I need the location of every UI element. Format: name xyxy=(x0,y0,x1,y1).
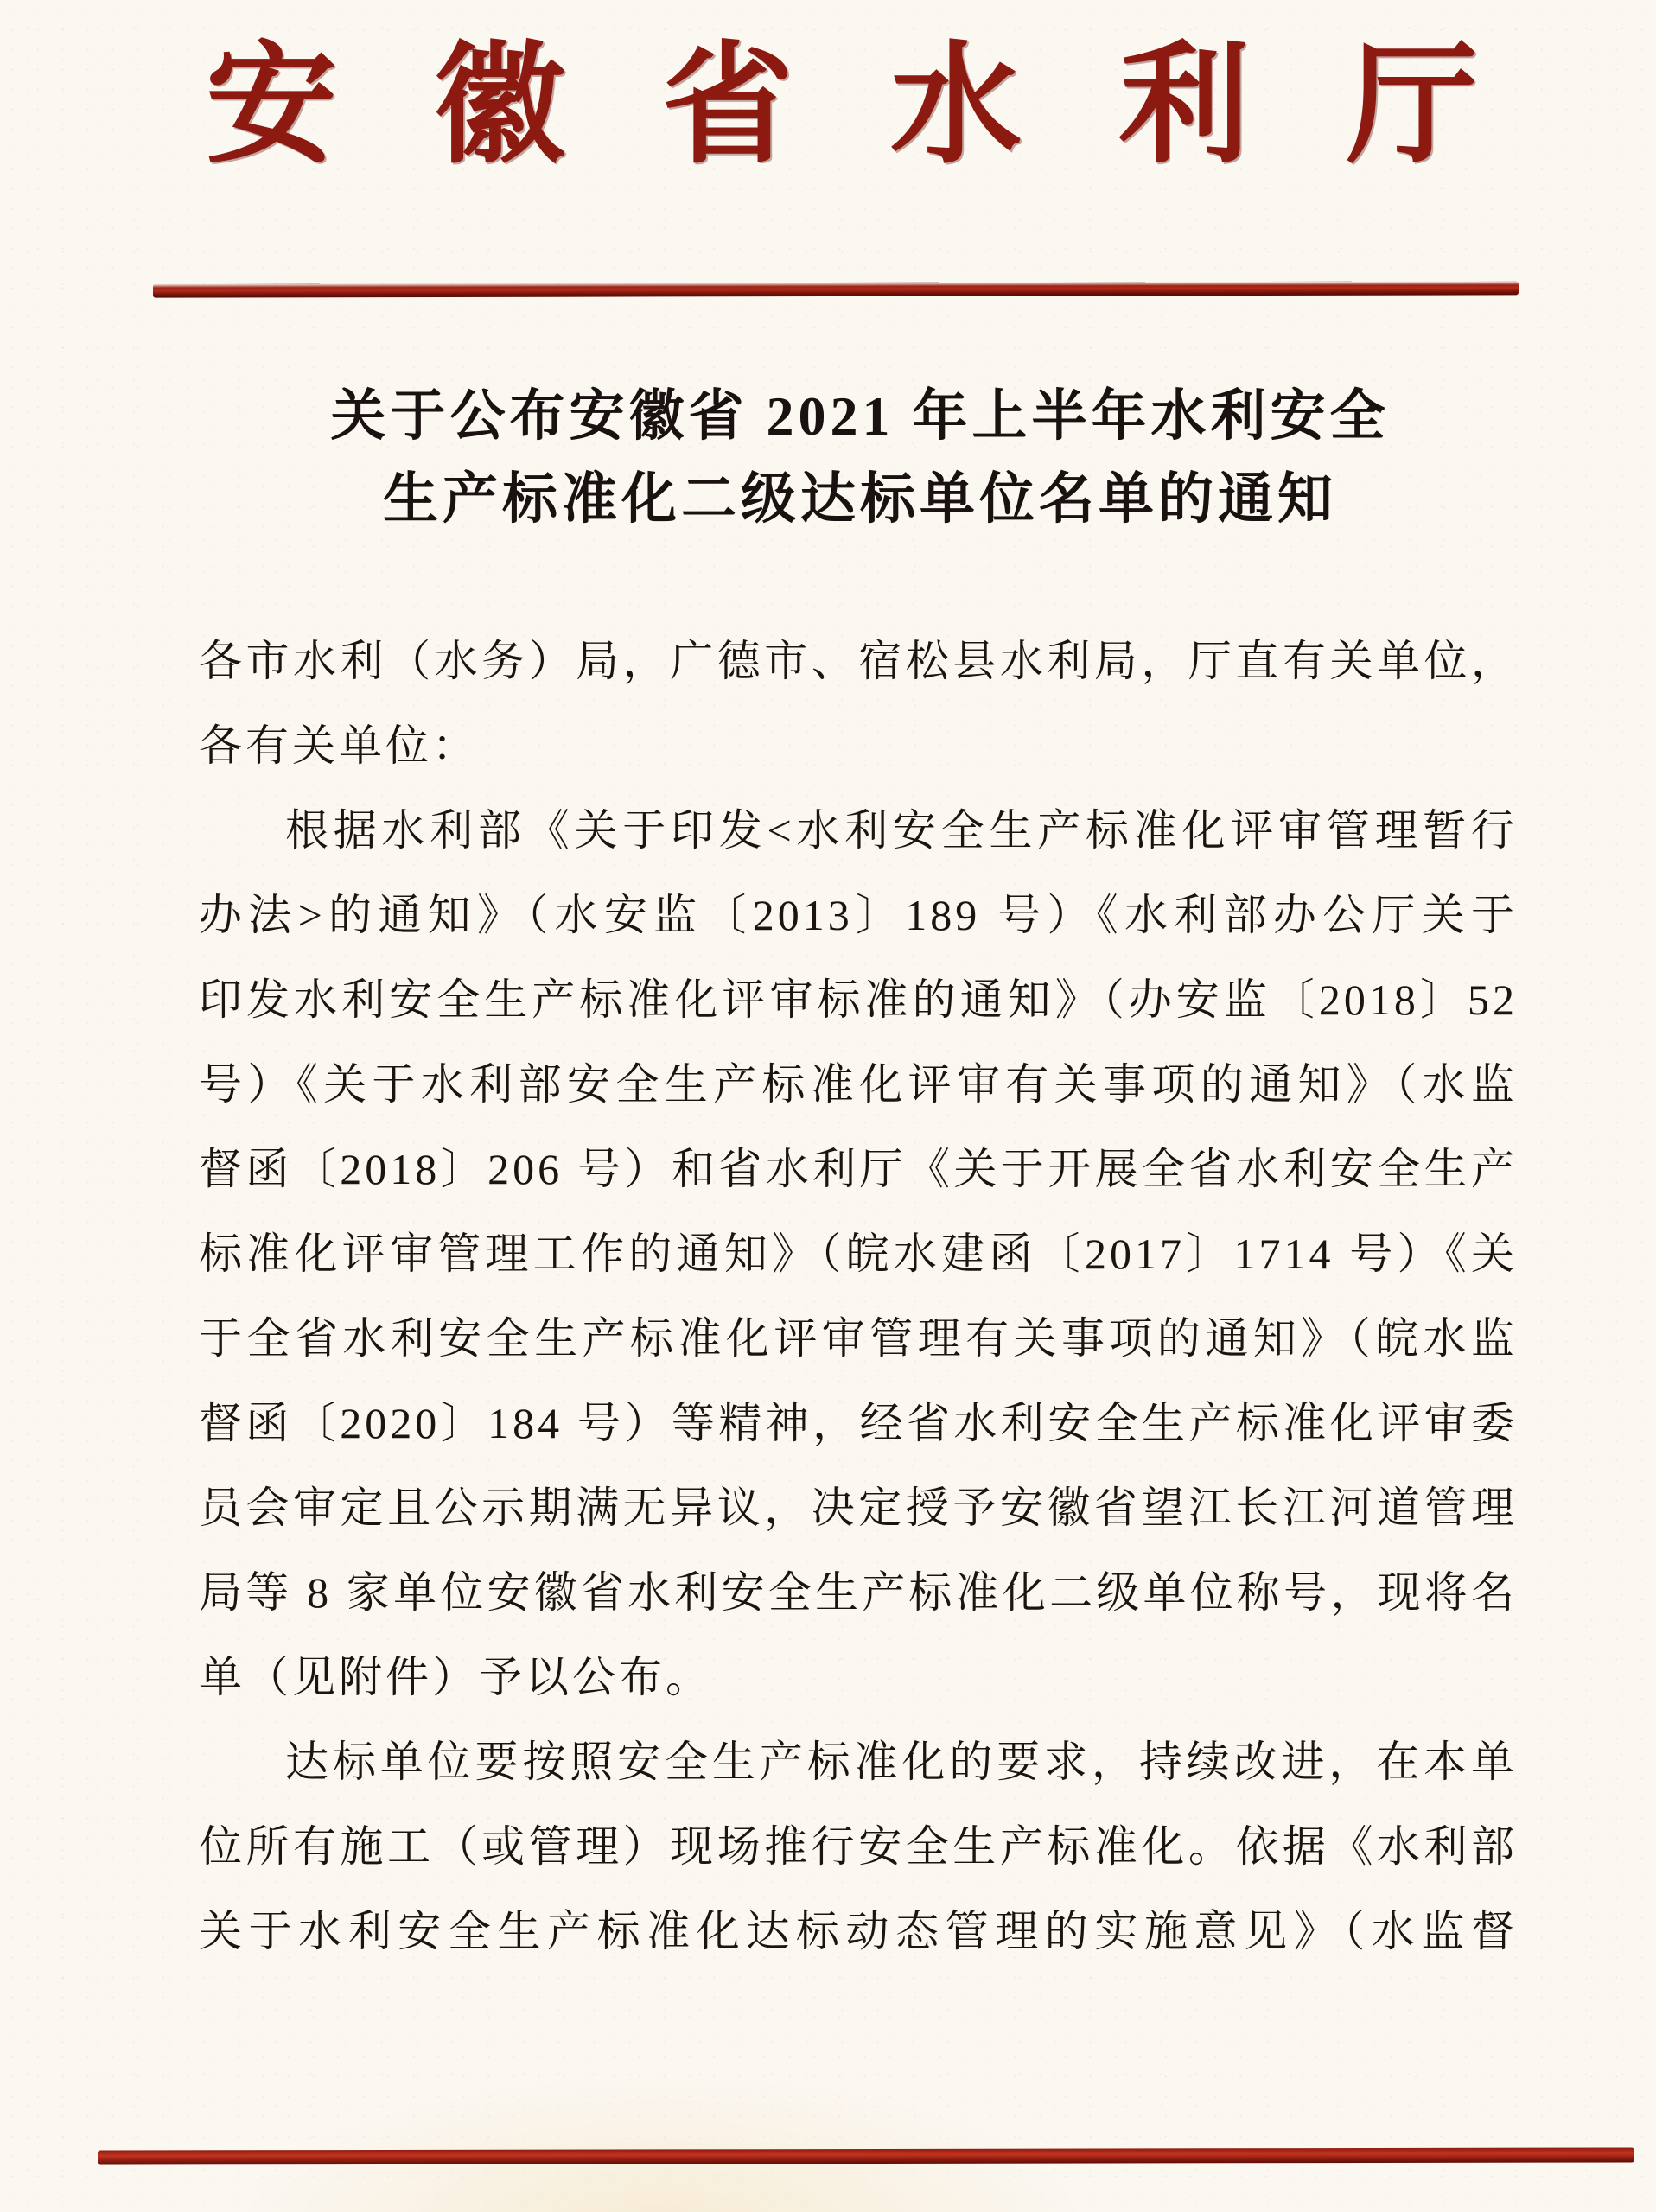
body-line: 根据水利部《关于印发<水利安全生产标准化评审管理暂行 xyxy=(285,806,1518,855)
body-line: 标准化评审管理工作的通知》（皖水建函〔2017〕1714 号）《关 xyxy=(199,1230,1518,1278)
org-name-masthead: 安徽省水利厅 xyxy=(206,34,1575,179)
body-line: 达标单位要按照安全生产标准化的要求，持续改进，在本单 xyxy=(285,1738,1518,1786)
body-line: 各有关单位： xyxy=(199,721,479,770)
body-line: 员会审定且公示期满无异议，决定授予安徽省望江长江河道管理 xyxy=(199,1484,1518,1532)
body-line: 单（见附件）予以公布。 xyxy=(199,1653,712,1701)
document-title-line2: 生产标准化二级达标单位名单的通知 xyxy=(383,468,1337,530)
top-red-rule xyxy=(153,281,1519,297)
document-body xyxy=(199,619,1518,1974)
body-line: 局等 8 家单位安徽省水利安全生产标准化二级单位称号，现将名 xyxy=(199,1568,1518,1617)
body-line: 位所有施工（或管理）现场推行安全生产标准化。依据《水利部 xyxy=(199,1822,1518,1871)
document-title xyxy=(199,375,1521,541)
body-line: 印发水利安全生产标准化评审标准的通知》（办安监〔2018〕52 xyxy=(199,976,1518,1024)
body-line: 于全省水利安全生产标准化评审管理有关事项的通知》（皖水监 xyxy=(199,1314,1518,1363)
body-line: 办法>的通知》（水安监〔2013〕189 号）《水利部办公厅关于 xyxy=(199,891,1518,939)
body-line: 督函〔2018〕206 号）和省水利厅《关于开展全省水利安全生产 xyxy=(199,1145,1518,1193)
body-line: 督函〔2020〕184 号）等精神，经省水利安全生产标准化评审委 xyxy=(199,1399,1518,1447)
body-line: 各市水利（水务）局，广德市、宿松县水利局，厅直有关单位， xyxy=(199,637,1518,685)
bottom-red-rule xyxy=(98,2147,1634,2164)
body-line: 号）《关于水利部安全生产标准化评审有关事项的通知》（水监 xyxy=(199,1060,1518,1109)
document-title-line1: 关于公布安徽省 2021 年上半年水利安全 xyxy=(330,385,1390,447)
body-line: 关于水利安全生产标准化达标动态管理的实施意见》（水监督 xyxy=(199,1907,1518,1955)
